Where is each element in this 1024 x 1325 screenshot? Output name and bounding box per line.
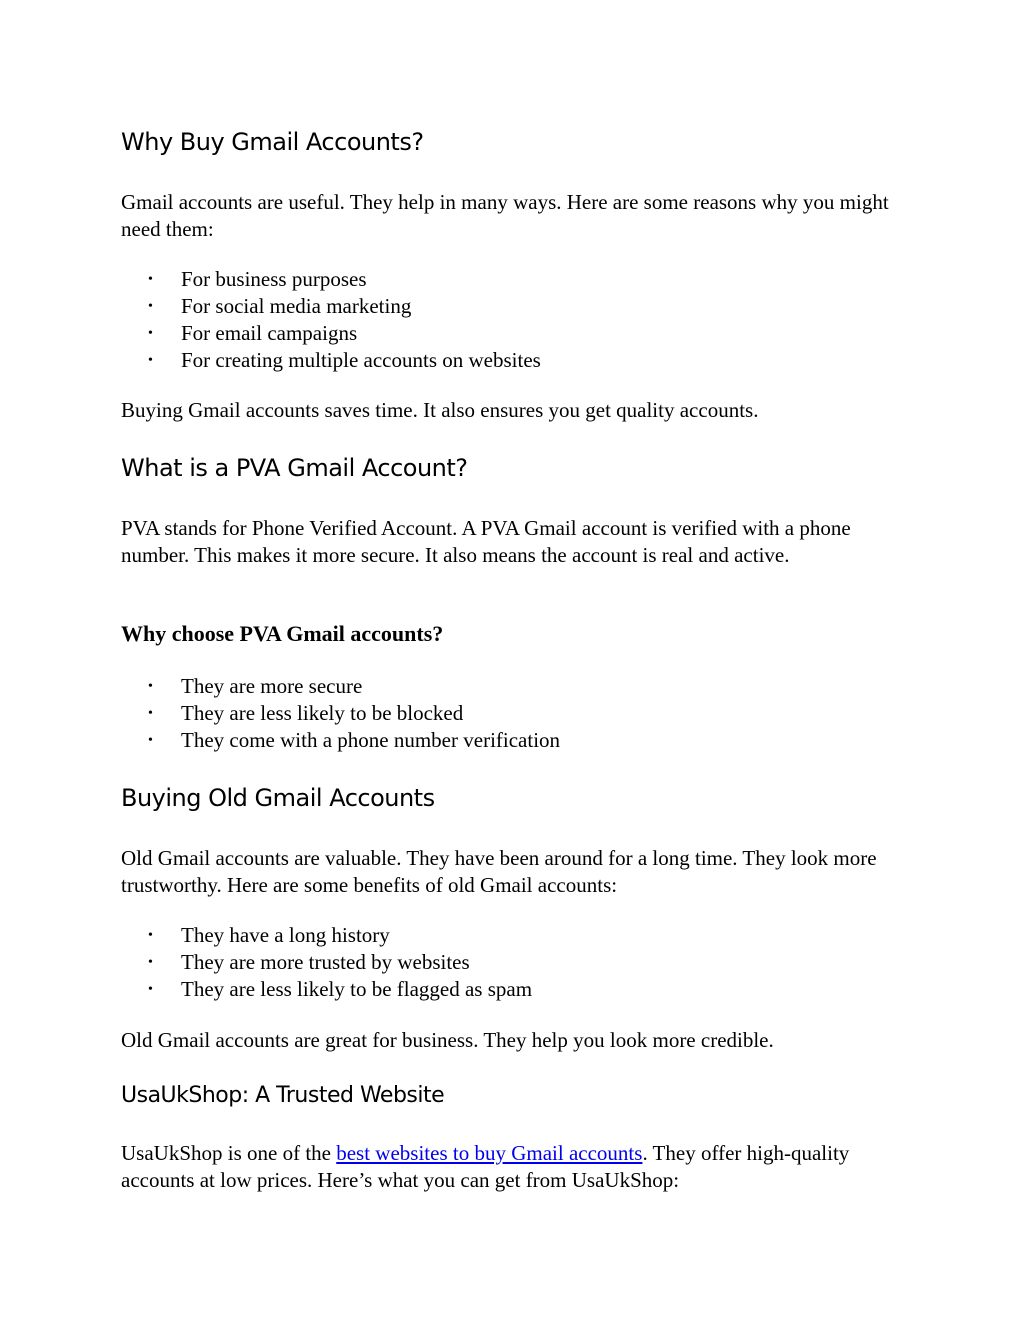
list-item: • They are less likely to be flagged as spam — [148, 977, 533, 1001]
bullet-icon: • — [148, 679, 153, 694]
subheading-why-choose-pva: Why choose PVA Gmail accounts? — [121, 621, 444, 646]
heading-why-buy-gmail: Why Buy Gmail Accounts? — [121, 128, 424, 156]
paragraph-old-accounts-intro: Old Gmail accounts are valuable. They have been around for a long time. They look more trustworthy. Here are some benefits of old Gmail accounts: — [121, 846, 877, 897]
bullet-icon: • — [148, 353, 153, 368]
bullet-icon: • — [148, 733, 153, 748]
paragraph-intro: Gmail accounts are useful. They help in many ways. Here are some reasons why you might need them: — [121, 190, 889, 241]
bullet-icon: • — [148, 955, 153, 970]
paragraph-usaukshop: UsaUkShop is one of the best websites to buy Gmail accounts. They offer high-quality accounts at low prices. Here’s what you can get from UsaUkShop: — [121, 1141, 850, 1192]
bullet-icon: • — [148, 982, 153, 997]
paragraph-pva-definition: PVA stands for Phone Verified Account. A PVA Gmail account is verified with a phone number. This makes it more secure. It also means the account is real and active. — [121, 516, 851, 567]
bullet-icon: • — [148, 928, 153, 943]
bullet-icon: • — [148, 326, 153, 341]
list-item: • They are less likely to be blocked — [148, 701, 464, 725]
heading-what-is-pva: What is a PVA Gmail Account? — [121, 454, 468, 482]
list-item: • For email campaigns — [148, 321, 358, 345]
list-item: • For creating multiple accounts on websites — [148, 348, 541, 372]
heading-usaukshop: UsaUkShop: A Trusted Website — [121, 1083, 445, 1108]
list-reasons — [121, 266, 541, 374]
list-item: • For business purposes — [148, 267, 367, 291]
paragraph-old-accounts-outro: Old Gmail accounts are great for business. They help you look more credible. — [121, 1028, 774, 1052]
list-pva-benefits — [121, 673, 560, 754]
paragraph-saves-time: Buying Gmail accounts saves time. It also ensures you get quality accounts. — [121, 398, 759, 422]
heading-buying-old-gmail: Buying Old Gmail Accounts — [121, 784, 435, 812]
bullet-icon: • — [148, 272, 153, 287]
list-item: • For social media marketing — [148, 294, 412, 318]
list-item: • They come with a phone number verification — [148, 728, 561, 752]
list-item: • They are more secure — [148, 674, 363, 698]
list-item: • They have a long history — [148, 923, 390, 947]
bullet-icon: • — [148, 299, 153, 314]
list-old-benefits — [121, 922, 532, 1003]
list-item: • They are more trusted by websites — [148, 950, 470, 974]
bullet-icon: • — [148, 706, 153, 721]
best-websites-link[interactable]: best websites to buy Gmail accounts — [336, 1141, 643, 1165]
